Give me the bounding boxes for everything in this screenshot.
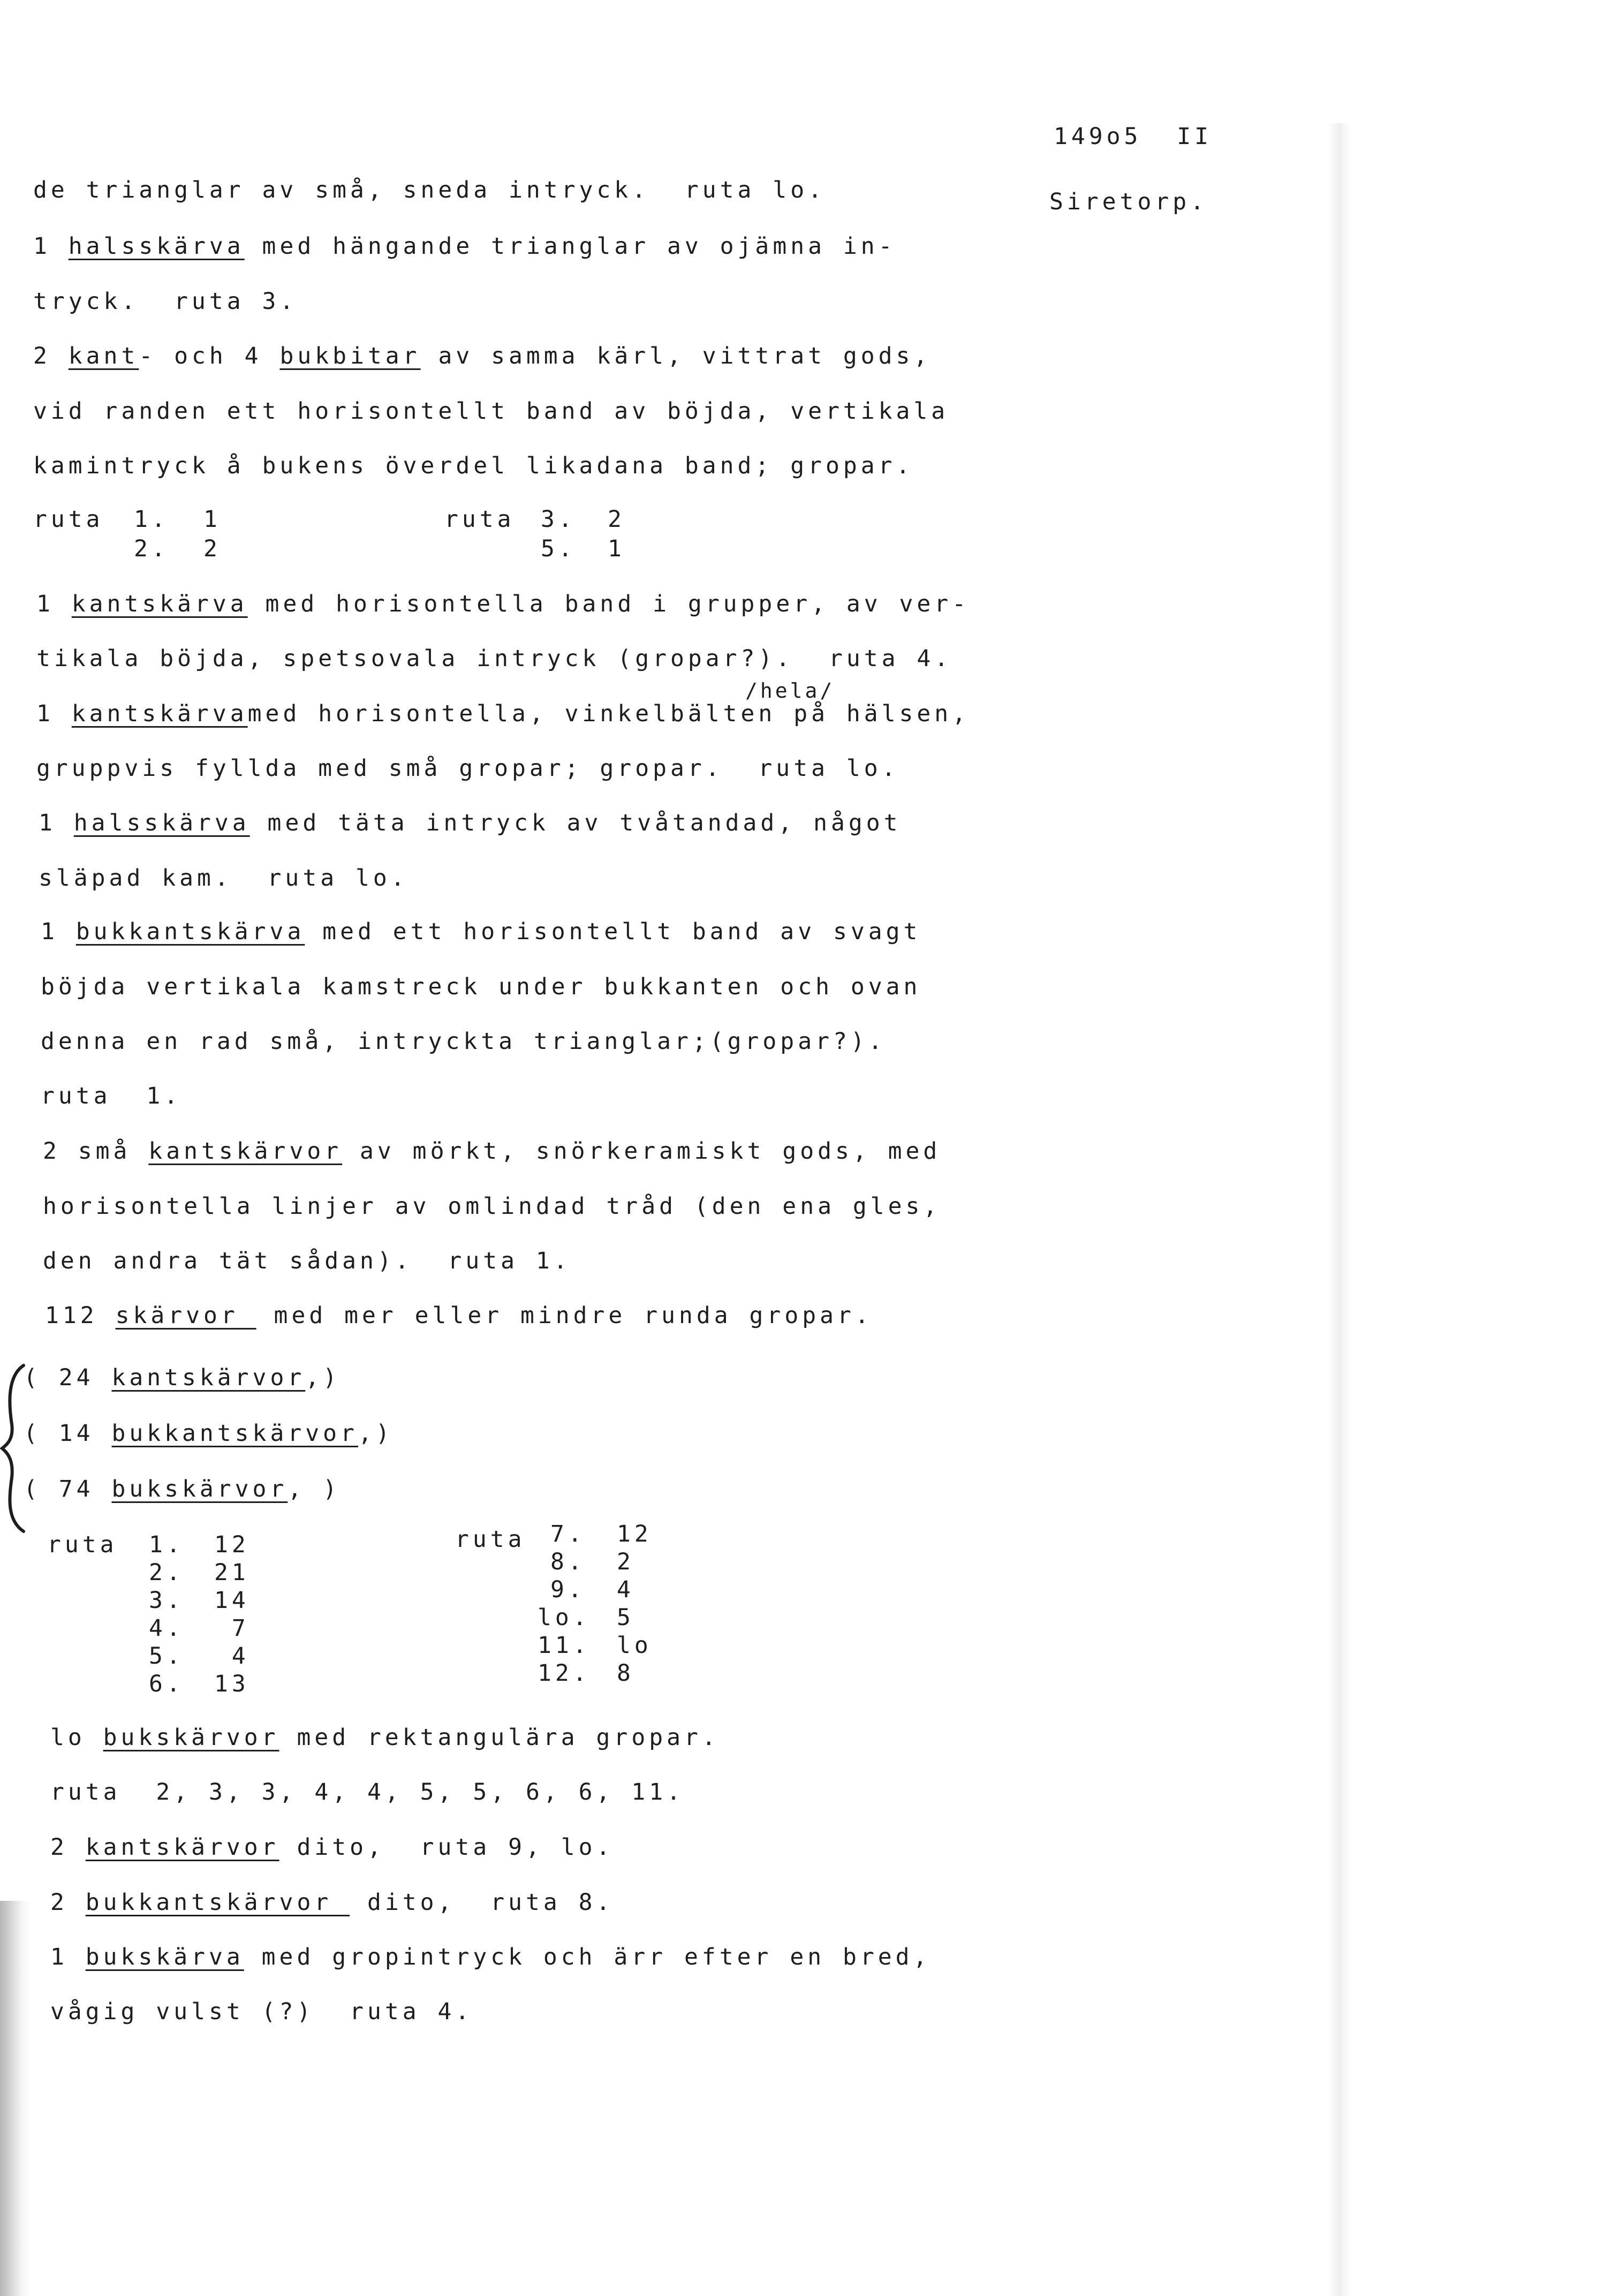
text-line: 112 skärvor med mer eller mindre runda gropar. bbox=[45, 1302, 873, 1329]
ruta-count: 8 bbox=[617, 1660, 634, 1687]
text-line: ( 74 bukskärvor, ) bbox=[24, 1476, 341, 1502]
ruta-number: 5. bbox=[149, 1643, 184, 1670]
text-line: 1 bukskärva med gropintryck och ärr efter en bred, bbox=[50, 1944, 931, 1970]
text-line: ( 14 bukkantskärvor,) bbox=[24, 1420, 394, 1447]
ruta-number: lo. bbox=[538, 1604, 591, 1631]
ruta-count: 2 bbox=[617, 1549, 634, 1575]
ruta-number: 3. bbox=[541, 506, 576, 533]
ruta-number: 2. bbox=[149, 1559, 184, 1586]
text-line: 2 små kantskärvor av mörkt, snörkeramiskt gods, med bbox=[43, 1138, 941, 1165]
text-line: vågig vulst (?) ruta 4. bbox=[50, 1998, 473, 2025]
ruta-count: 2 bbox=[608, 506, 625, 533]
ruta-number: 12. bbox=[538, 1660, 591, 1687]
text-line: ( 24 kantskärvor,) bbox=[24, 1364, 341, 1391]
text-line: 1 halsskärva med hängande trianglar av ojämna in- bbox=[33, 233, 896, 260]
ruta-label: ruta bbox=[33, 506, 104, 533]
text-line: 1 bukkantskärva med ett horisontellt band av svagt bbox=[41, 918, 921, 945]
ruta-number: 8. bbox=[550, 1549, 586, 1575]
ruta-count: 14 bbox=[214, 1587, 249, 1614]
ruta-number: 4. bbox=[149, 1615, 184, 1642]
ruta-number: 9. bbox=[550, 1576, 586, 1603]
text-line: gruppvis fyllda med små gropar; gropar. ruta lo. bbox=[36, 755, 899, 782]
text-line: 2 kantskärvor dito, ruta 9, lo. bbox=[50, 1834, 614, 1861]
ruta-count: 7 bbox=[214, 1615, 249, 1642]
text-line: horisontella linjer av omlindad tråd (den ena gles, bbox=[43, 1193, 941, 1220]
text-line: kamintryck å bukens överdel likadana band; gropar. bbox=[33, 452, 914, 479]
text-line: de trianglar av små, sneda intryck. ruta lo. bbox=[33, 177, 826, 203]
ruta-label: ruta bbox=[47, 1531, 118, 1558]
text-line: ruta 2, 3, 3, 4, 4, 5, 5, 6, 6, 11. bbox=[50, 1779, 684, 1806]
text-line: 1 kantskärva med horisontella band i grupper, av ver- bbox=[36, 591, 970, 617]
ruta-count: 1 bbox=[608, 535, 625, 562]
ruta-count: 4 bbox=[617, 1576, 634, 1603]
ruta-count: 13 bbox=[214, 1671, 249, 1697]
ruta-label: ruta bbox=[444, 506, 515, 533]
ruta-number: 1. bbox=[134, 506, 169, 533]
text-line: släpad kam. ruta lo. bbox=[39, 865, 408, 892]
ruta-count: 1 bbox=[203, 506, 221, 533]
ruta-count: 21 bbox=[214, 1559, 249, 1586]
site-name: Siretorp. bbox=[1049, 188, 1208, 215]
text-line: vid randen ett horisontellt band av böjda, vertikala bbox=[33, 398, 949, 425]
ruta-number: 5. bbox=[541, 535, 576, 562]
ruta-number: 6. bbox=[149, 1671, 184, 1697]
ruta-number: 3. bbox=[149, 1587, 184, 1614]
ruta-count: 4 bbox=[214, 1643, 249, 1670]
ruta-number: 2. bbox=[134, 535, 169, 562]
text-line: lo bukskärvor med rektangulära gropar. bbox=[50, 1724, 720, 1751]
text-line: denna en rad små, intryckta trianglar;(gropar?). bbox=[41, 1028, 886, 1055]
text-line: tikala böjda, spetsovala intryck (gropar?). ruta 4. bbox=[36, 645, 952, 672]
text-line: den andra tät sådan). ruta 1. bbox=[43, 1248, 571, 1274]
ruta-count: 2 bbox=[203, 535, 221, 562]
text-line: tryck. ruta 3. bbox=[33, 288, 298, 315]
ruta-number: 7. bbox=[550, 1521, 586, 1547]
ruta-number: 11. bbox=[538, 1632, 591, 1659]
text-line: 2 kant- och 4 bukbitar av samma kärl, vittrat gods, bbox=[33, 343, 932, 369]
archive-number: 149o5 II bbox=[1054, 123, 1212, 150]
text-line: ruta 1. bbox=[41, 1083, 182, 1109]
text-line: 1 halsskärva med täta intryck av tvåtandad, något bbox=[39, 810, 902, 836]
ruta-count: 12 bbox=[214, 1531, 249, 1558]
ruta-number: 1. bbox=[149, 1531, 184, 1558]
text-line: böjda vertikala kamstreck under bukkanten och ovan bbox=[41, 973, 921, 1000]
ruta-count: lo bbox=[617, 1632, 652, 1659]
text-line: 1 kantskärvamed horisontella, vinkelbälten på hälsen, bbox=[36, 700, 970, 727]
handwritten-insertion: /hela/ bbox=[745, 679, 835, 703]
ruta-count: 5 bbox=[617, 1604, 634, 1631]
ruta-label: ruta bbox=[455, 1526, 526, 1553]
text-line: 2 bukkantskärvor dito, ruta 8. bbox=[50, 1889, 614, 1916]
ruta-count: 12 bbox=[617, 1521, 652, 1547]
